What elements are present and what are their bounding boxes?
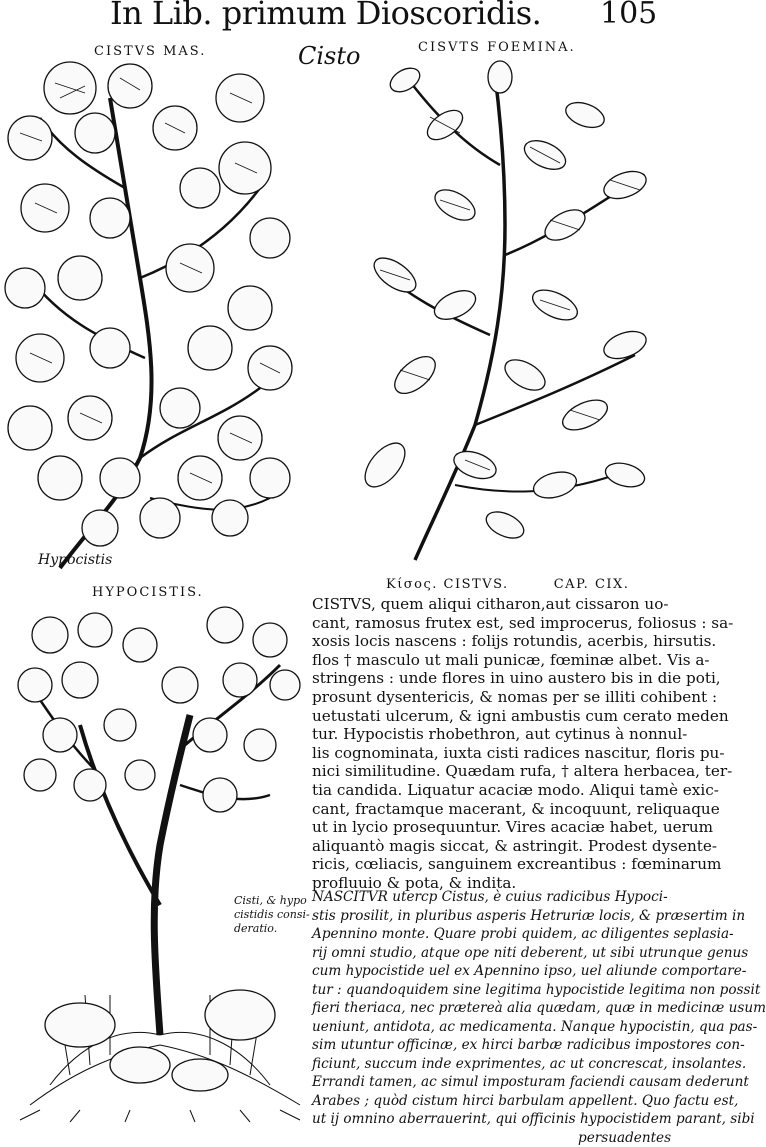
margin-note-line: cistidis consi- bbox=[234, 908, 310, 922]
commentary-line: NASCITVR utercp Cistus, è cuius radicibus Hypoci- bbox=[312, 888, 766, 907]
text-line: CISTVS, quem aliqui citharon,aut cissaron uo- bbox=[312, 595, 733, 614]
text-line: aliquantò magis siccat, & astringit. Prodest dysente- bbox=[312, 837, 733, 856]
text-line: stringens : unde flores in uino austero bis in die poti, bbox=[312, 669, 733, 688]
commentary-line: ueniunt, antidota, ac medicamenta. Nanque hypocistin, qua pas- bbox=[312, 1018, 766, 1037]
catchword: persuadentes bbox=[312, 1129, 766, 1147]
commentary-text bbox=[312, 888, 766, 1147]
text-line: ut in lycio prosequuntur. Vires acaciæ habet, uerum bbox=[312, 818, 733, 837]
commentary-line: ficiunt, succum inde exprimentes, ac ut concrescat, insolantes. bbox=[312, 1055, 766, 1074]
text-line: ricis, cœliacis, sanguinem excreantibus : fœminarum bbox=[312, 855, 733, 874]
handwritten-label-hypocistis: Hypocistis bbox=[38, 552, 112, 568]
commentary-line: Errandi tamen, ac simul imposturam faciendi causam dederunt bbox=[312, 1073, 766, 1092]
commentary-line: stis prosilit, in pluribus asperis Hetruriæ locis, & præsertim in bbox=[312, 907, 766, 926]
commentary-line: sim utuntur officinæ, ex hirci barbæ radicibus impostores con- bbox=[312, 1036, 766, 1055]
illustration-cistus-foemina bbox=[355, 55, 665, 575]
handwritten-note-top: Cisto bbox=[298, 42, 360, 70]
commentary-line: fieri theriaca, nec prætereà alia quædam, quæ in medicinæ usum bbox=[312, 999, 766, 1018]
text-line: tur. Hypocistis rhobethron, aut cytinus à nonnul- bbox=[312, 725, 733, 744]
margin-note bbox=[234, 894, 310, 936]
commentary-line: Apennino monte. Quare probi quidem, ac diligentes seplasia- bbox=[312, 925, 766, 944]
commentary-line: Arabes ; quòd cistum hirci barbulam appellent. Quo factu est, bbox=[312, 1092, 766, 1111]
text-line: tia candida. Liquatur acaciæ modo. Aliqui tamè exic- bbox=[312, 781, 733, 800]
commentary-line: cum hypocistide uel ex Apennino ipso, uel aliunde comportare- bbox=[312, 962, 766, 981]
text-line: xosis locis nascens : folijs rotundis, acerbis, hirsutis. bbox=[312, 632, 733, 651]
figure-caption-cistus-mas: CISTVS MAS. bbox=[94, 44, 206, 59]
page-number: 105 bbox=[600, 0, 657, 31]
text-line: uetustati ulcerum, & igni ambustis cum cerato meden bbox=[312, 707, 733, 726]
margin-note-line: deratio. bbox=[234, 922, 310, 936]
illustration-cistus-mas bbox=[0, 58, 310, 578]
figure-caption-hypocistis: HYPOCISTIS. bbox=[92, 585, 204, 600]
margin-note-line: Cisti, & hypo bbox=[234, 894, 310, 908]
commentary-line: tur : quandoquidem sine legitima hypocistide legitima non possit bbox=[312, 981, 766, 1000]
illustration-hypocistis bbox=[10, 605, 310, 1125]
chapter-text bbox=[312, 595, 733, 893]
text-line: flos † masculo ut mali punicæ, fœminæ albet. Vis a- bbox=[312, 651, 733, 670]
commentary-line: ut ij omnino aberrauerint, qui officinis hypocistidem parant, sibi bbox=[312, 1110, 766, 1129]
text-line: nici similitudine. Quædam rufa, † altera herbacea, ter- bbox=[312, 762, 733, 781]
running-header: In Lib. primum Dioscoridis. bbox=[110, 0, 541, 32]
chapter-heading: Κίσος. CISTVS. CAP. CIX. bbox=[386, 577, 629, 592]
text-line: profluuio & pota, & indita. bbox=[312, 874, 733, 893]
text-line: lis cognominata, iuxta cisti radices nascitur, floris pu- bbox=[312, 744, 733, 763]
text-line: cant, fractamque macerant, & incoquunt, reliquaque bbox=[312, 800, 733, 819]
text-line: cant, ramosus frutex est, sed improcerus, foliosus : sa- bbox=[312, 614, 733, 633]
figure-caption-cistus-foemina: CISVTS FOEMINA. bbox=[418, 40, 576, 55]
text-line: prosunt dysentericis, & nomas per se illiti cohibent : bbox=[312, 688, 733, 707]
commentary-line: rij omni studio, atque ope niti deberent, ut sibi utrunque genus bbox=[312, 944, 766, 963]
